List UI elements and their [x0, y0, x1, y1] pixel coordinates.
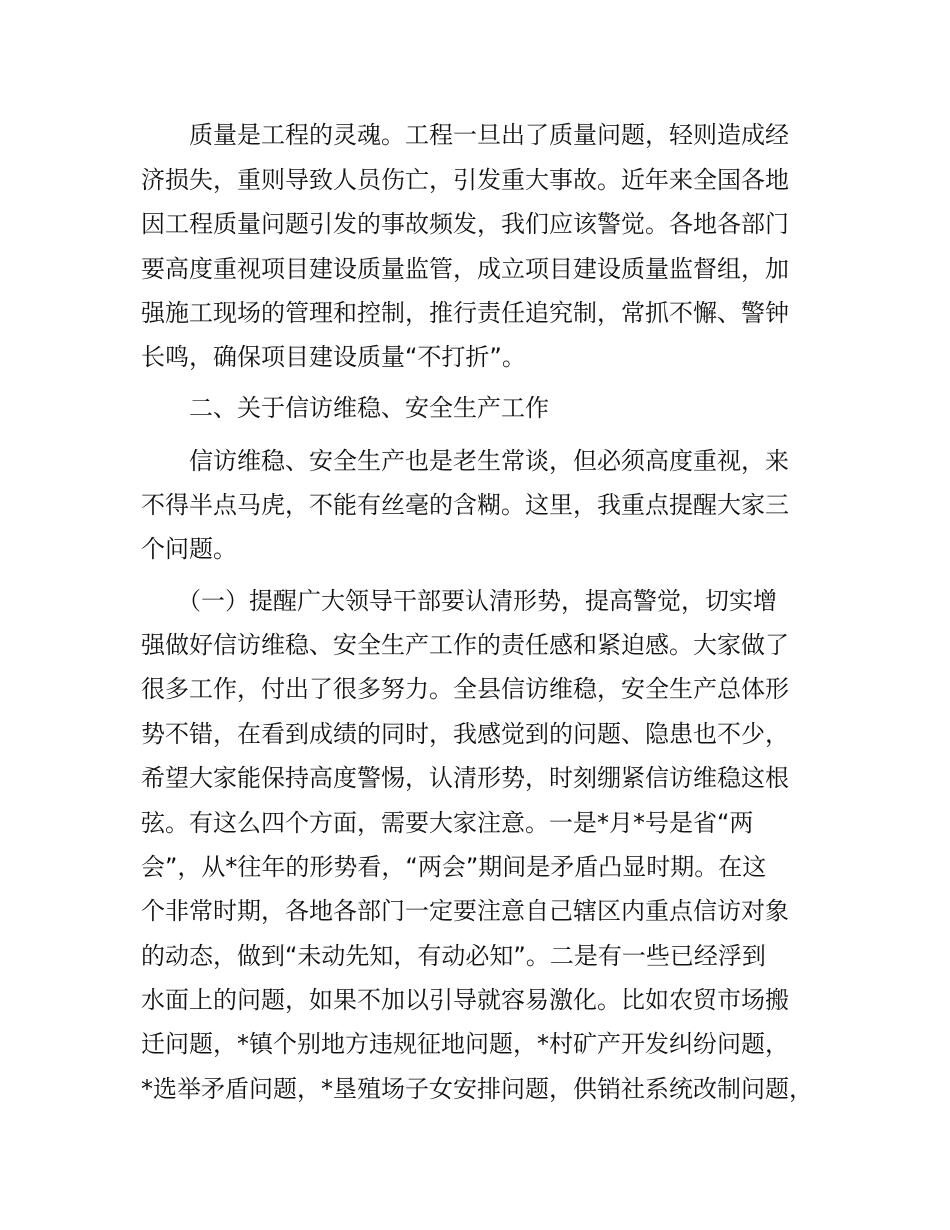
paragraph-petition-line-1: 信访维稳、安全生产也是老生常谈，但必须高度重视，来	[189, 447, 789, 475]
paragraph-item-one-line-11: 迁问题，*镇个别地方违规征地问题，*村矿产开发纠纷问题，	[141, 1030, 789, 1058]
paragraph-item-one-line-4: 势不错，在看到成绩的同时，我感觉到的问题、隐患也不少，	[141, 720, 789, 748]
paragraph-petition-line-3: 个问题。	[141, 535, 237, 563]
paragraph-item-one-line-5: 希望大家能保持高度警惕，认清形势，时刻绷紧信访维稳这根	[141, 764, 789, 792]
paragraph-quality-line-6: 长鸣，确保项目建设质量“不打折”。	[141, 343, 526, 371]
paragraph-item-one-line-6: 弦。有这么四个方面，需要大家注意。一是*月*号是省“两	[141, 809, 754, 837]
paragraph-quality-line-2: 济损失，重则导致人员伤亡，引发重大事故。近年来全国各地	[141, 166, 789, 194]
paragraph-quality-line-1: 质量是工程的灵魂。工程一旦出了质量问题，轻则造成经	[189, 121, 789, 149]
paragraph-quality-line-5: 强施工现场的管理和控制，推行责任追究制，常抓不懈、警钟	[141, 299, 789, 327]
paragraph-item-one-line-8: 个非常时期，各地各部门一定要注意自己辖区内重点信访对象	[141, 897, 789, 925]
paragraph-item-one-line-2: 强做好信访维稳、安全生产工作的责任感和紧迫感。大家做了	[141, 631, 789, 659]
paragraph-quality-line-4: 要高度重视项目建设质量监管，成立项目建设质量监督组，加	[141, 255, 789, 283]
paragraph-item-one-line-3: 很多工作，付出了很多努力。全县信访维稳，安全生产总体形	[141, 675, 789, 703]
paragraph-item-one-line-12: *选举矛盾问题，*垦殖场子女安排问题，供销社系统改制问题，	[141, 1075, 813, 1103]
paragraph-item-one-line-9: 的动态，做到“未动先知，有动必知”。二是有一些已经浮到	[141, 942, 766, 970]
paragraph-item-one-line-7: 会”，从*往年的形势看，“两会”期间是矛盾凸显时期。在这	[141, 853, 767, 881]
paragraph-item-one-line-1: （一）提醒广大领导干部要认清形势，提高警觉，切实增	[177, 587, 777, 615]
paragraph-petition-line-2: 不得半点马虎，不能有丝毫的含糊。这里，我重点提醒大家三	[141, 491, 789, 519]
paragraph-item-one-line-10: 水面上的问题，如果不加以引导就容易激化。比如农贸市场搬	[141, 986, 789, 1014]
section-heading: 二、关于信访维稳、安全生产工作	[189, 394, 549, 422]
paragraph-quality-line-3: 因工程质量问题引发的事故频发，我们应该警觉。各地各部门	[141, 210, 789, 238]
